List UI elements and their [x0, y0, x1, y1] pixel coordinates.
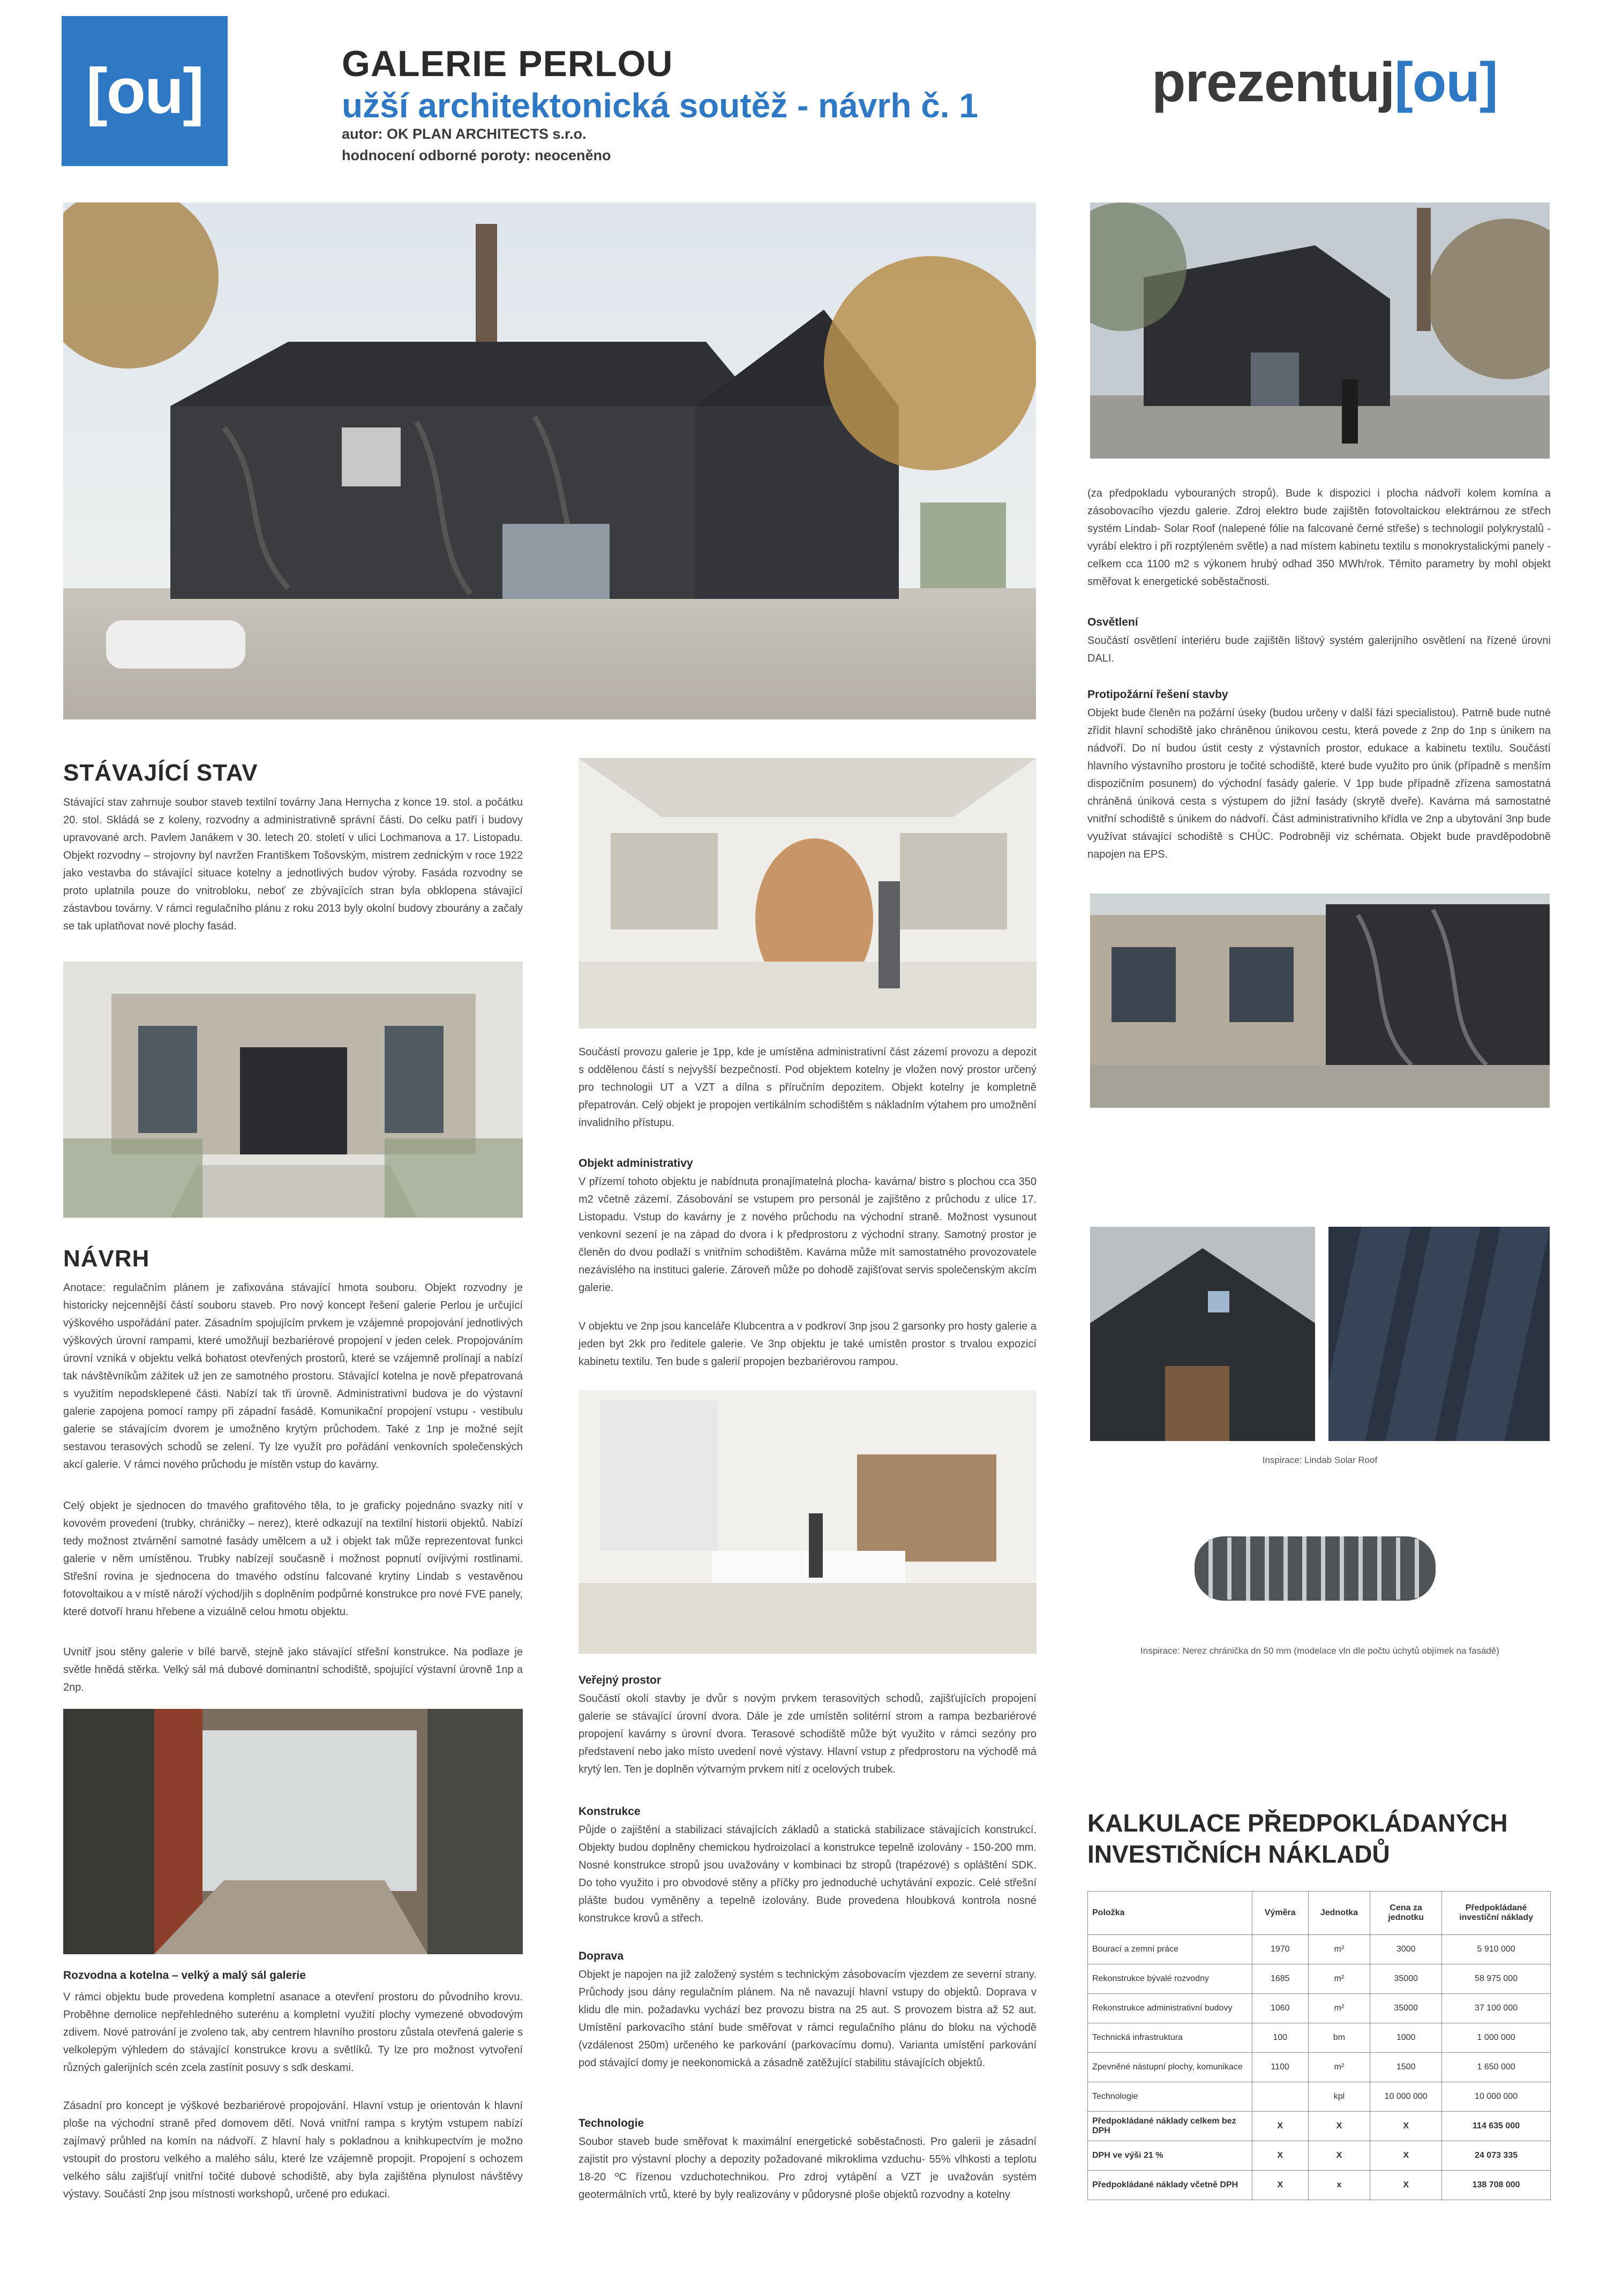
render-exterior-main [63, 202, 1036, 719]
cell-area: X [1252, 2141, 1308, 2171]
cell-unit: x [1308, 2171, 1370, 2200]
cell-unit: m² [1308, 1994, 1370, 2023]
caption-lindab: Inspirace: Lindab Solar Roof [1262, 1455, 1378, 1465]
brand-word: prezentuj [1152, 51, 1395, 114]
text-halls-2: Zásadní pro koncept je výškové bezbariérové propojování. Hlavní vstup je orientován k hlavní ploše na východní straně před domovem dětí. Nová vnitřní rampa s krytým vstupem nabízí zajímavý průhled na komín na nádvoří. Z hlavní haly s pokladnou a knihkupectvím je možno vstoupit do prostoru velkého a malého sálu, které lze vzájemně propojit. Propojení s ochozem velkého sálu zajišťují vnitřní točité dubové schodiště, aby byla zajištěna plynulost návštěvy výstavy. Součástí 2np jsou místnosti workshopů, určené pro edukaci. [63, 2100, 523, 2200]
table-summary-row [1088, 2141, 1551, 2171]
cell-area: 1060 [1252, 1994, 1308, 2023]
cell-total: 24 073 335 [1442, 2141, 1551, 2171]
cell-unit: X [1308, 2141, 1370, 2171]
col-total: Předpokládané investiční náklady [1442, 1892, 1551, 1935]
text-fire-safety: Objekt bude členěn na požární úseky (budou určeny v další fázi specialistou). Patrně bude nutné zřídit hlavní schodiště jako chráněnou únikovou cestu, která povede z 2np do 1np s únikem na nádvoří. Do ní budou ústit cesty z výstavních prostor, edukace a kabinetu textilu. Součástí hlavního výstavního prostoru je točité schodiště, které bude využito pro únik (případně s menším dispozičním posunem) do východní fasády galerie. V 1pp bude případně zřízena samostatná chráněná úniková cesta s výstupem do jižní fasády (skrytě dveře). Kavárna má samostatné vnitřní schodiště s únikem do nádvoří. Část administrativního křídla ve 2np a ubytování 3np bude využívat stávající schodiště s CHÚC. Podrobněji viz schémata. Objekt bude pravděpodobně napojen na EPS. [1087, 707, 1551, 860]
text-transport: Objekt je napojen na již založený systém s technickým zásobovacím vjezdem ze severní strany. Průchody jsou dány regulačním plánem. Na ně navazují hlavní vstupy do objektů. Doprava v klidu dle min. požadavku vychází bez provozu bistra na 25 aut. S provozem bistra až 52 aut. Umístění parkovacího stání bude směřovat v rámci regulačního plánu do bloku na východě (vzdálenost 250m) určeného ke parkování (parkovacímu domu). Varianta umístění parkování pod stávající domy je neekonomická a zásadně zatěžující stabilitu stávajících objektů. [579, 1969, 1037, 2069]
text-operation: Součástí provozu galerie je 1pp, kde je umístěna administrativní část zázemí provozu a depozit s oddělenou částí s nejvyšší bezpečností. Pod objektem kotelny je vložen nový prostor určený pro technologii UT a VZT a dílna s příručním depozitem. Objekt kotelny je kompletně přepatrován. Celý objekt je propojen vertikálním schodištěm s nákladním výtahem pro umožnění invalidního přístupu. [579, 1046, 1037, 1129]
page-subtitle: užší architektonická soutěž - návrh č. 1 [342, 86, 978, 125]
table-row [1088, 1964, 1551, 1994]
cell-item: Technická infrastruktura [1088, 2023, 1252, 2053]
text-halls-1: V rámci objektu bude provedena kompletní asanace a otevření prostoru do původního krovu. Proběhne demolice nepřehledného suterénu a kompletní využití plochy vymezené obvodovým zdivem. Nové patrování je zvoleno tak, aby centrem hlavního prostoru zůstala otevřená galerie s velkolepým výhledem do stávající konstrukce krovu a světlíků. Ty lze pro možnost vytvoření různých galerijních scén zcela zastínit posuvy s sdk deskami. [63, 1991, 523, 2074]
render-entrance-passage [63, 1709, 523, 1954]
cell-unit-price: X [1370, 2141, 1442, 2171]
table-row [1088, 2023, 1551, 2053]
cell-total: 10 000 000 [1442, 2082, 1551, 2112]
table-summary-row [1088, 2171, 1551, 2200]
cell-area [1252, 2082, 1308, 2112]
cell-area: 1970 [1252, 1935, 1308, 1964]
cell-item: Předpokládané náklady včetně DPH [1088, 2171, 1252, 2200]
section-title-cost [1087, 1808, 1559, 1870]
cell-unit-price: X [1370, 2112, 1442, 2141]
render-exterior-chimney [1090, 202, 1550, 459]
subtitle-construction: Konstrukce [579, 1805, 641, 1818]
subtitle-public-space: Veřejný prostor [579, 1674, 662, 1686]
photo-solar-roof-detail [1328, 1227, 1550, 1441]
render-facade-pipes [1090, 894, 1550, 1108]
text-technology-continued: (za předpokladu vybouraných stropů). Bude k dispozici i plocha nádvoří kolem komína a zásobovacího vjezdu galerie. Zdroj elektro bude zajištěn fotovoltaickou elektrárnou ze střech systém Lindab- Solar Roof (nalepené fólie na falcované černé střeše) s technologií polykrystalů - vyrábí elektro i při rozptýleném světle) a nad místem kabinetu textilu s monokrystalickými panely - celkem cca 1100 m2 s výkonem hrubý odhad 350 MWh/rok. Těmito parametry by mohl objekt směřovat k energetické soběstačnosti. [1087, 487, 1551, 588]
col-area: Výměra [1252, 1892, 1308, 1935]
cell-item: Rekonstrukce bývalé rozvodny [1088, 1964, 1252, 1994]
render-interior-hall [579, 1390, 1037, 1654]
text-design-3: Uvnitř jsou stěny galerie v bílé barvě, stejně jako stávající střešní konstrukce. Na podlaze je světle hnědá stěrka. Velký sál má dubové dominantní schodiště, spojující výstavní úrovně 1np a 2np. [63, 1646, 523, 1693]
cell-total: 1 650 000 [1442, 2053, 1551, 2082]
cell-total: 138 708 000 [1442, 2171, 1551, 2200]
photo-lindab-roof [1090, 1227, 1315, 1441]
text-lighting: Součástí osvětlení interiéru bude zajištěn lištový systém galerijního osvětlení na řízené úrovni DALI. [1087, 635, 1551, 664]
section-title-design: NÁVRH [63, 1245, 150, 1272]
cell-area: 100 [1252, 2023, 1308, 2053]
table-row [1088, 1935, 1551, 1964]
cell-unit: m² [1308, 2053, 1370, 2082]
logo-text: [ou] [86, 55, 204, 127]
cell-unit-price: 3000 [1370, 1935, 1442, 1964]
brand-accent: [ou] [1394, 51, 1498, 114]
cost-table [1087, 1891, 1551, 2200]
table-summary-row [1088, 2112, 1551, 2141]
text-design-2: Celý objekt je sjednocen do tmavého grafitového těla, to je graficky pojednáno svazky nití v kovovém provedení (trubky, chráničky – nerez), které odkazují na textilní historii objektů. Nabízí tedy možnost ztvárnění samotné fasády umělcem a už i objekt tak může reprezentovat funkci galerie v něm umístěnou. Trubky nabízejí současně i možnost popnutí ovíjivými rostlinami. Střešní rovina je sjednocena do tmavého odstínu falcované krytiny Lindab s vestavěnou fotovoltaikou a v místě nároží východ/jih s doplněním podpůrné konstrukce pro nové FVE panely, které dotvoří hranu hřebene a vizuálně celou hmotu objektu. [63, 1500, 523, 1618]
cell-total: 5 910 000 [1442, 1935, 1551, 1964]
cell-unit-price: 10 000 000 [1370, 2082, 1442, 2112]
cell-area: X [1252, 2171, 1308, 2200]
cell-area: X [1252, 2112, 1308, 2141]
jury-result: hodnocení odborné poroty: neoceněno [342, 147, 611, 163]
cell-unit: m² [1308, 1935, 1370, 1964]
photo-steel-conduit [1189, 1515, 1441, 1622]
cell-total: 1 000 000 [1442, 2023, 1551, 2053]
col-item: Položka [1088, 1892, 1252, 1935]
cell-unit: bm [1308, 2023, 1370, 2053]
cell-unit: kpl [1308, 2082, 1370, 2112]
subtitle-lighting: Osvětlení [1087, 616, 1138, 628]
table-row [1088, 2053, 1551, 2082]
cell-unit-price: 35000 [1370, 1994, 1442, 2023]
cell-total: 114 635 000 [1442, 2112, 1551, 2141]
cell-item: Rekonstrukce administrativní budovy [1088, 1994, 1252, 2023]
subtitle-transport: Doprava [579, 1950, 624, 1962]
cost-table-header [1088, 1892, 1551, 1935]
text-existing: Stávající stav zahrnuje soubor staveb textilní továrny Jana Hernycha z konce 19. stol. a počátku 20. stol. Skládá se z koleny, rozvodny a administrativně správní části. Do celku patří i budovy upravované arch. Pavlem Janákem v 30. letech 20. století v ulici Lochmanova a 17. Listopadu. Objekt rozvodny – strojovny byl navržen Františkem Tošovským, mistrem zednickým v roce 1922 jako vestavba do stávající situace kotelny a jednotlivých budov výroby. Fasáda rozvodny se proto uplatnila pouze do vnitrobloku, neboť ze zbývajících stran byla obklopena stávající zástavbou továrny. V rámci regulačního plánu z roku 2013 byly okolní budovy zbourány a začaly se tak uplatňovat nové plochy fasád. [63, 797, 523, 932]
subtitle-halls: Rozvodna a kotelna – velký a malý sál galerie [63, 1969, 306, 1982]
cell-unit: m² [1308, 1964, 1370, 1994]
brand-logo [1152, 51, 1498, 115]
author: autor: OK PLAN ARCHITECTS s.r.o. [342, 126, 587, 142]
render-courtyard [63, 962, 523, 1218]
render-interior-stair [579, 758, 1037, 1029]
cost-title-line-1: KALKULACE PŘEDPOKLÁDANÝCH [1087, 1809, 1508, 1837]
cell-item: Technologie [1088, 2082, 1252, 2112]
cell-item: Zpevněné nástupní plochy, komunikace [1088, 2053, 1252, 2082]
cell-unit-price: 1500 [1370, 2053, 1442, 2082]
cell-area: 1100 [1252, 2053, 1308, 2082]
cost-title-line-2: INVESTIČNÍCH NÁKLADŮ [1087, 1840, 1390, 1868]
cell-unit-price: 35000 [1370, 1964, 1442, 1994]
subtitle-admin: Objekt administrativy [579, 1157, 693, 1169]
subtitle-fire-safety: Protipožární řešení stavby [1087, 688, 1228, 701]
col-unit: Jednotka [1308, 1892, 1370, 1935]
table-row [1088, 2082, 1551, 2112]
subtitle-technology: Technologie [579, 2117, 644, 2129]
text-admin-2: V objektu ve 2np jsou kanceláře Klubcentra a v podkroví 3np jsou 2 garsonky pro hosty galerie a jeden byt 2kk pro ředitele galerie. Ve 3np objektu je také umístěn prostor s trvalou expozicí kabinetu textilu. Ten bude s galerií propojen bezbariérovou rampou. [579, 1320, 1037, 1368]
caption-conduit: Inspirace: Nerez chránička dn 50 mm (modelace vln dle počtu úchytů objímek na fasádě) [1140, 1646, 1499, 1656]
cell-area: 1685 [1252, 1964, 1308, 1994]
section-title-existing: STÁVAJÍCÍ STAV [63, 760, 258, 786]
table-row [1088, 1994, 1551, 2023]
text-design-1: Anotace: regulačním plánem je zafixována stávající hmota souboru. Objekt rozvodny je historicky nejcennější částí souboru staveb. Pro nový koncept řešení galerie Perlou je určující výškového uspořádání pater. Zásadním spojujícím prvkem je vzájemné propojování jednotlivých výškových úrovní rampami, které umožňují bezbariérové propojení v jeden celek. Propojováním úrovní vzniká v objektu velká bohatost otevřených prostorů, které se vzájemně prolínají a nabízí tak návštěvníkům zážitek už jen ze samotného prostoru. Stávající kotelna je nově přepatrovaná s využitím nepodsklepené části. Nabízí tak tři úrovně. Administrativní budova je do výstavní galerie zapojena pomocí rampy při západní fasádě. Komunikační propojení vstupu - vestibulu galerie se stávajícím dvorem je umožněno krytým průchodem. Také z 1np je možné sejít sestavou terasových schodů se zelení. Ty lze využít pro pořádání venkovních společenských akcí galerie. V rámci nového průchodu je místěn vstup do kavárny. [63, 1282, 523, 1470]
text-admin-1: V přízemí tohoto objektu je nabídnuta pronajímatelná plocha- kavárna/ bistro s plochou cca 350 m2 včetně zázemí. Zásobování se vstupem pro personál je zajištěno z průchodu z ulice 17. Listopadu. Vstup do kavárny je z nového průchodu na východní straně. Možnost vysunout venkovní sezení je na západ do dvora i k předprostoru z východní strany. Samotný prostor je členěn do dvou podlaží s vnitřním schodištěm. Kavárna může mít samostatného provozovatele nezávislého na instituci galerie. Zároveň může po dohodě zajišťovat servis společenským akcím galerie. [579, 1176, 1037, 1294]
cell-item: DPH ve výši 21 % [1088, 2141, 1252, 2171]
text-construction: Půjde o zajištění a stabilizaci stávajících základů a statická stabilizace stávajících konstrukcí. Objekty budou doplněny chemickou hydroizolací a konstrukce tepelně izolovány - 150-200 mm. Nosné konstrukce stropů jsou uvažovány v kombinaci bz stropů (trapézové) s opláštění SDK. Do toho využito i pro obvodové stěny a příčky pro jednoduché uchytávání expozic. Celé střešní plášte budou vyměněny a tepelně izolovány. Bude provedena hloubková kontrola nosné konstrukce krovů a střech. [579, 1824, 1037, 1924]
cell-unit: X [1308, 2112, 1370, 2141]
col-unit-price: Cena za jednotku [1370, 1892, 1442, 1935]
cell-total: 37 100 000 [1442, 1994, 1551, 2023]
page-title: GALERIE PERLOU [342, 43, 673, 84]
cell-unit-price: X [1370, 2171, 1442, 2200]
cell-total: 58 975 000 [1442, 1964, 1551, 1994]
logo [62, 16, 228, 166]
text-public-space: Součástí okolí stavby je dvůr s novým prvkem terasovitých schodů, zajišťujících propojení galerie se stávající úrovní dvora. Dále je zde umístěn solitérní strom a rampa bezbariérové propojení kavárny s úrovní dvora. Terasové schodiště může být využito v rámci sezóny pro představení nebo jako místo uvedení nové výstavy. Hlavní vstup z předprostoru na východě má krytý len. Ten je doplněn výtvarným prvkem nití z ocelových trubek. [579, 1693, 1037, 1775]
cell-item: Předpokládané náklady celkem bez DPH [1088, 2112, 1252, 2141]
text-technology: Soubor staveb bude směřovat k maximální energetické soběstačnosti. Pro galerii je zásadní zajistit pro výstavní plochy a depozity požadované mikroklima vzduchu- 55% vlhkosti a teplotu 18-20 ºC řízenou vzduchotechnikou. Pro zdroj vytápění a VZT je uvažován systém geotermálních vrtů, které by byly realizovány v půdorysné ploše objektů rozvodny a kotelny [579, 2136, 1037, 2201]
cell-unit-price: 1000 [1370, 2023, 1442, 2053]
cell-item: Bourací a zemní práce [1088, 1935, 1252, 1964]
